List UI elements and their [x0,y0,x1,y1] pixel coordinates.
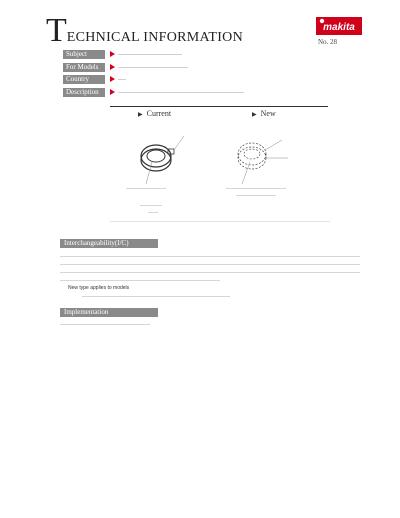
country-value-faint [118,79,126,80]
ic-note: New type applies to models [68,285,130,291]
current-label-text: Current [146,109,172,118]
current-caption-faint-2 [140,205,162,206]
makita-logo [316,17,362,35]
country-arrow-icon [110,76,115,82]
ic-text-line-2 [60,264,360,265]
current-column-label [138,109,171,118]
for-models-value-faint [118,67,188,68]
current-ring-illustration [128,126,198,196]
new-label-text: New [260,109,276,118]
ic-text-line-4 [60,280,220,281]
title-initial: T [46,12,67,49]
ic-text-line-5 [82,296,230,297]
for-models-label: For Models [63,63,105,72]
country-label: Country [63,75,105,84]
ic-text-line-1 [60,256,360,257]
title-rest: ECHNICAL INFORMATION [66,30,243,45]
new-column-label [252,109,276,118]
for-models-arrow-icon [110,64,115,70]
comparison-rule [110,106,328,107]
interchangeability-heading: Interchangeability(I/C) [60,239,158,248]
document-title [46,14,243,48]
figure-footnote-faint [110,221,330,222]
triangle-icon: ▶ [252,112,257,118]
current-caption-faint [126,188,166,189]
implementation-heading: Implementation [60,308,158,317]
document-number: No. 28 [318,38,338,46]
description-label: Description [63,88,105,97]
current-caption-faint-3 [148,212,158,213]
ic-text-line-3 [60,272,360,273]
description-arrow-icon [110,89,115,95]
subject-label: Subject [63,50,105,59]
description-value-faint [118,92,244,93]
subject-value-faint [118,54,182,55]
triangle-icon: ▶ [138,112,143,118]
implementation-text-line [60,324,150,325]
new-caption-faint [226,188,286,189]
logo-text: makita [323,22,355,33]
new-caption-faint-2 [236,195,276,196]
subject-arrow-icon [110,51,115,57]
